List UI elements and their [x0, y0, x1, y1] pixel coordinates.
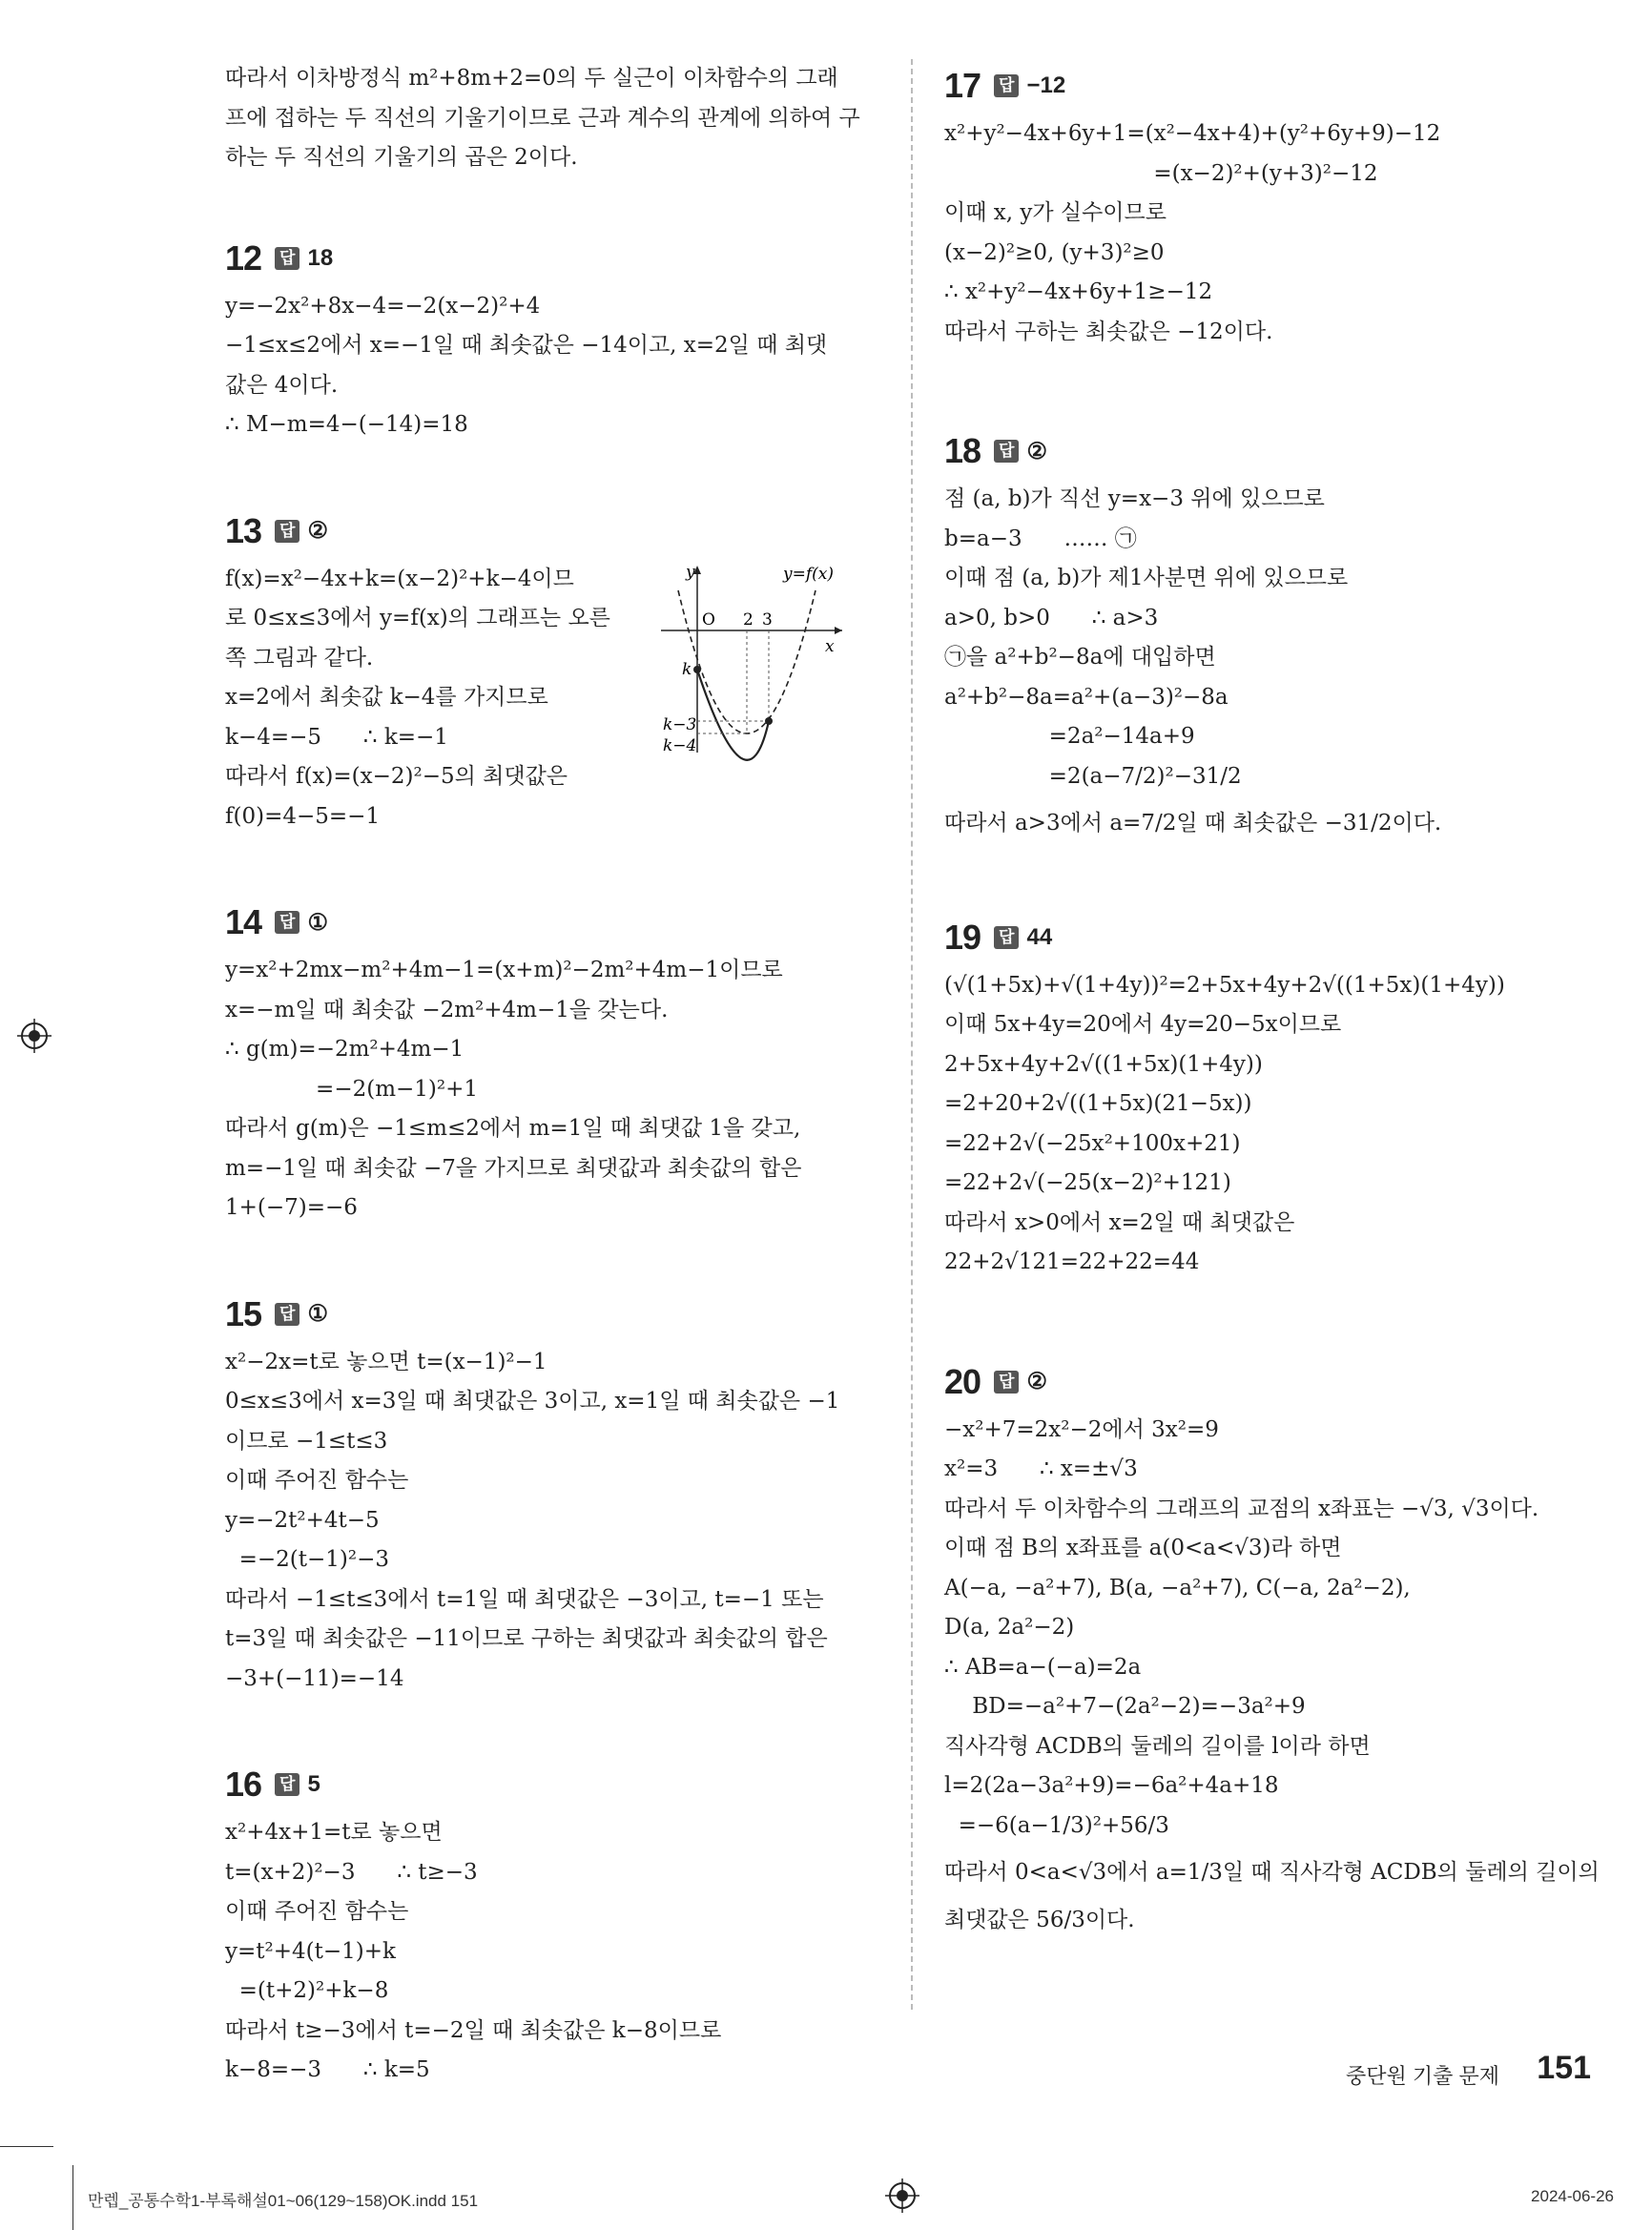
text-line: 따라서 두 이차함수의 그래프의 교점의 x좌표는 −√3, √3이다.: [944, 1496, 1539, 1521]
crop-mark: [72, 2165, 73, 2230]
text-line: =22+2√(−25(x−2)²+121): [944, 1170, 1231, 1195]
answer-value: 18: [307, 244, 334, 271]
y-axis-label: y: [686, 562, 695, 582]
curve-label: y=f(x): [783, 564, 834, 584]
text-line: x²+y²−4x+6y+1=(x²−4x+4)+(y²+6y+9)−12: [944, 121, 1441, 146]
problem-header: [225, 1288, 883, 1341]
text-line: x=2에서 최솟값 k−4를 가지므로: [225, 685, 548, 710]
text-line: 1+(−7)=−6: [225, 1195, 358, 1220]
problem-header: [225, 896, 883, 949]
problem-header: [225, 1758, 883, 1811]
text-line: ㉠을 a²+b²−8a에 대입하면: [944, 645, 1216, 670]
text-line: =(t+2)²+k−8: [225, 1978, 389, 2003]
problem-header: [944, 911, 1602, 964]
text-line: 따라서 이차방정식 m²+8m+2=0의 두 실근이 이차함수의 그래: [225, 66, 838, 91]
text-line: A(−a, −a²+7), B(a, −a²+7), C(−a, 2a²−2),: [944, 1575, 1411, 1600]
problem-header: [225, 232, 883, 285]
text-line: =2(a−7/2)²−31/2: [944, 763, 1242, 789]
answer-value: −12: [1026, 72, 1066, 98]
text-line: BD=−a²+7−(2a²−2)=−3a²+9: [944, 1694, 1306, 1719]
problem-20: [944, 1355, 1602, 1941]
text-line: =(x−2)²+(y+3)²−12: [944, 160, 1378, 186]
text-line: 점 (a, b)가 직선 y=x−3 위에 있으므로: [944, 486, 1325, 511]
tick-label-2: 2: [743, 609, 754, 630]
problem-17: [944, 59, 1602, 352]
answer-tag: 답: [275, 911, 299, 934]
problem-15: [225, 1288, 883, 1700]
problem-13: [225, 505, 883, 837]
text-line: =−6(a−1/3)²+56/3: [944, 1812, 1169, 1838]
text-line: ∴ M−m=4−(−14)=18: [225, 412, 468, 437]
x-axis-label: x: [825, 636, 835, 656]
text-line: 따라서 f(x)=(x−2)²−5의 최댓값은: [225, 764, 568, 789]
text-line: y=x²+2mx−m²+4m−1=(x+m)²−2m²+4m−1이므로: [225, 958, 783, 982]
text-line: 로 0≤x≤3에서 y=f(x)의 그래프는 오른: [225, 606, 610, 630]
x-axis-arrow: [835, 627, 842, 634]
left-column: [225, 59, 883, 2150]
parabola-solid: [697, 670, 769, 760]
problem-header: [944, 1355, 1602, 1409]
problem-12: [225, 232, 883, 445]
answer-tag: 답: [994, 440, 1019, 463]
text-line: 이때 점 (a, b)가 제1사분면 위에 있으므로: [944, 566, 1349, 590]
text-line: =22+2√(−25x²+100x+21): [944, 1130, 1241, 1156]
text-line: −3+(−11)=−14: [225, 1665, 404, 1691]
point-k: [693, 666, 701, 673]
print-date: 2024-06-26: [1531, 2187, 1614, 2205]
text-line: D(a, 2a²−2): [944, 1615, 1075, 1640]
text-line: f(0)=4−5=−1: [225, 803, 381, 829]
text-line: 2+5x+4y+2√((1+5x)(1+4y)): [944, 1051, 1263, 1077]
text-line: ∴ x²+y²−4x+6y+1≥−12: [944, 279, 1213, 304]
text-line: b=a−3 …… ㉠: [944, 526, 1137, 551]
column-divider: [911, 59, 913, 2010]
problem-number: 13: [225, 510, 262, 550]
file-slug: 만렙_공통수학1-부록해설01~06(129~158)OK.indd 151: [88, 2192, 479, 2210]
answer-tag: 답: [994, 1371, 1019, 1394]
text-line: y=−2x²+8x−4=−2(x−2)²+4: [225, 293, 541, 319]
text-line: a²+b²−8a=a²+(a−3)²−8a: [944, 684, 1229, 710]
text-line: x²−2x=t로 놓으면 t=(x−1)²−1: [225, 1349, 547, 1374]
problem-number: 17: [944, 66, 981, 105]
text-line: 하는 두 직선의 기울기의 곱은 2이다.: [225, 145, 578, 170]
text-line: 쪽 그림과 같다.: [225, 645, 374, 671]
text-line: 이때 점 B의 x좌표를 a(0<a<√3)라 하면: [944, 1536, 1342, 1560]
text-line: ∴ AB=a−(−a)=2a: [944, 1654, 1142, 1680]
problem-number: 15: [225, 1293, 262, 1333]
text-line: 0≤x≤3에서 x=3일 때 최댓값은 3이고, x=1일 때 최솟값은 −1: [225, 1389, 840, 1414]
text-line: (x−2)²≥0, (y+3)²≥0: [944, 239, 1165, 265]
answer-tag: 답: [994, 926, 1019, 949]
registration-mark-icon: [885, 2178, 919, 2213]
k-minus-4-label: k−4: [663, 735, 697, 755]
k-label: k: [682, 659, 692, 679]
answer-value: 5: [307, 1771, 320, 1797]
text-line: 프에 접하는 두 직선의 기울기이므로 근과 계수의 관계에 의하여 구: [225, 105, 860, 131]
answer-value: 44: [1026, 923, 1053, 950]
problem-number: 16: [225, 1765, 262, 1804]
text-line: 값은 4이다.: [225, 372, 339, 398]
problem-header: [225, 505, 883, 558]
text-line: 이므로 −1≤t≤3: [225, 1428, 388, 1454]
answer-value: ①: [307, 1301, 328, 1327]
answer-value: ②: [307, 518, 328, 544]
text-line: 이때 주어진 함수는: [225, 1468, 409, 1493]
text-line: 따라서 x>0에서 x=2일 때 최댓값은: [944, 1209, 1295, 1235]
answer-tag: 답: [275, 520, 299, 543]
text-line: 따라서 구하는 최솟값은 −12이다.: [944, 319, 1273, 344]
answer-tag: 답: [994, 74, 1019, 97]
page-number: 151: [1537, 2050, 1591, 2086]
problem-number: 14: [225, 902, 262, 941]
text-line: f(x)=x²−4x+k=(x−2)²+k−4이므: [225, 566, 574, 591]
text-line: t=3일 때 최솟값은 −11이므로 구하는 최댓값과 최솟값의 합은: [225, 1626, 828, 1651]
answer-tag: 답: [275, 1303, 299, 1326]
text-line: −x²+7=2x²−2에서 3x²=9: [944, 1416, 1219, 1442]
problem-number: 19: [944, 917, 981, 957]
text-line: y=−2t²+4t−5: [225, 1507, 380, 1533]
problem-number: 12: [225, 237, 262, 278]
k-minus-3-label: k−3: [663, 714, 697, 734]
text-line: x²+4x+1=t로 놓으면: [225, 1820, 443, 1845]
text-line: 이때 x, y가 실수이므로: [944, 200, 1167, 225]
text-line: 직사각형 ACDB의 둘레의 길이를 l이라 하면: [944, 1733, 1371, 1759]
text-line: l=2(2a−3a²+9)=−6a²+4a+18: [944, 1773, 1279, 1798]
answer-value: ②: [1026, 438, 1047, 465]
text-line: 따라서 g(m)은 −1≤m≤2에서 m=1일 때 최댓값 1을 갖고,: [225, 1116, 801, 1141]
text-line: =−2(t−1)²−3: [225, 1547, 390, 1572]
text-line: k−4=−5 ∴ k=−1: [225, 724, 448, 750]
text-line: 따라서 a>3에서 a=7/2일 때 최솟값은 −31/2이다.: [944, 811, 1442, 836]
answer-value: ②: [1026, 1369, 1047, 1394]
text-line: y=t²+4(t−1)+k: [225, 1938, 396, 1964]
right-column: [944, 59, 1602, 1999]
problem-18: [944, 424, 1602, 844]
text-line: 따라서 −1≤t≤3에서 t=1일 때 최댓값은 −3이고, t=−1 또는: [225, 1586, 824, 1612]
text-line: 이때 5x+4y=20에서 4y=20−5x이므로: [944, 1012, 1342, 1037]
origin-label: O: [702, 609, 715, 630]
text-line: 따라서 0<a<√3에서 a=1/3일 때 직사각형 ACDB의 둘레의 길이의: [944, 1860, 1600, 1885]
intro-text: [225, 59, 883, 178]
text-line: a>0, b>0 ∴ a>3: [944, 605, 1159, 630]
problem-16: [225, 1758, 883, 2091]
answer-value: ①: [307, 909, 328, 936]
problem-header: [944, 424, 1602, 478]
text-line: −1≤x≤2에서 x=−1일 때 최솟값은 −14이고, x=2일 때 최댓: [225, 333, 828, 358]
text-line: =2a²−14a+9: [944, 724, 1195, 749]
problem-header: [944, 59, 1602, 113]
text-line: 이때 주어진 함수는: [225, 1899, 409, 1924]
text-line: 22+2√121=22+22=44: [944, 1249, 1200, 1274]
answer-tag: 답: [275, 1773, 299, 1796]
text-line: x²=3 ∴ x=±√3: [944, 1456, 1138, 1481]
answer-tag: 답: [275, 247, 299, 270]
text-line: x=−m일 때 최솟값 −2m²+4m−1을 갖는다.: [225, 997, 669, 1022]
text-line: 따라서 t≥−3에서 t=−2일 때 최솟값은 k−8이므로: [225, 2017, 722, 2043]
problem-number: 20: [944, 1361, 981, 1401]
text-line: (√(1+5x)+√(1+4y))²=2+5x+4y+2√((1+5x)(1+4y)): [944, 972, 1505, 998]
crop-mark: [0, 2146, 53, 2147]
problem-number: 18: [944, 431, 981, 470]
registration-mark-icon: [17, 1019, 52, 1053]
text-line: m=−1일 때 최솟값 −7을 가지므로 최댓값과 최솟값의 합은: [225, 1155, 802, 1181]
section-title: 중단원 기출 문제: [1346, 2064, 1499, 2088]
text-line: =2+20+2√((1+5x)(21−5x)): [944, 1091, 1252, 1116]
problem-14: [225, 896, 883, 1229]
text-line: ∴ g(m)=−2m²+4m−1: [225, 1037, 465, 1062]
tick-label-3: 3: [762, 609, 773, 630]
text-line: =−2(m−1)²+1: [225, 1076, 479, 1102]
problem-19: [944, 911, 1602, 1283]
text-line: t=(x+2)²−3 ∴ t≥−3: [225, 1859, 478, 1885]
parabola-graph: [661, 562, 876, 762]
text-line: 최댓값은 56/3이다.: [944, 1907, 1135, 1932]
point-k-minus-3: [765, 717, 773, 725]
text-line: k−8=−3 ∴ k=5: [225, 2057, 430, 2082]
